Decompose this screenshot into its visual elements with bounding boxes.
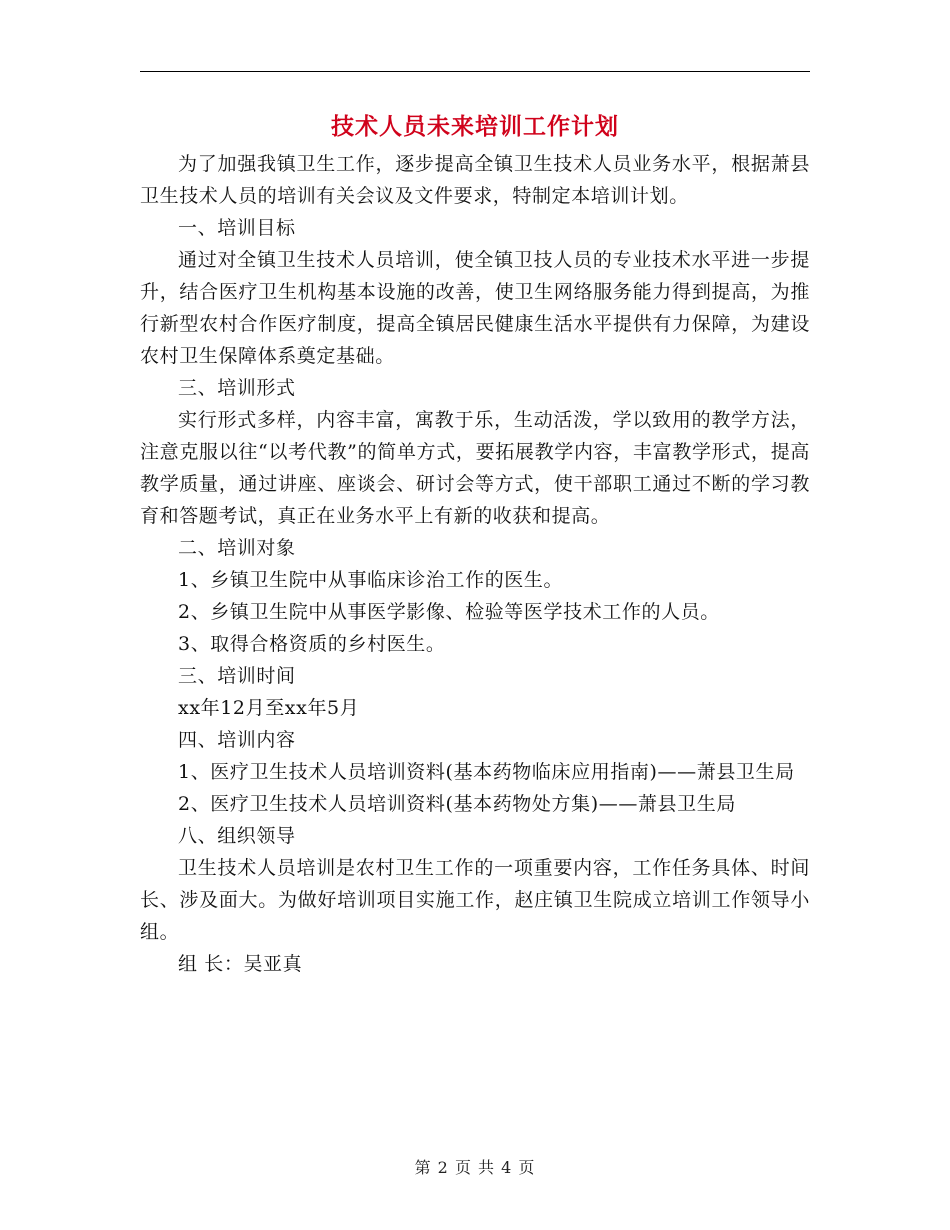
header-rule bbox=[140, 71, 810, 72]
section-heading-organization: 八、组织领导 bbox=[178, 825, 296, 847]
paragraph-time: xx年12月至xx年5月 bbox=[178, 697, 360, 719]
section-heading-time: 三、培训时间 bbox=[178, 665, 296, 687]
section-heading-goal: 一、培训目标 bbox=[178, 217, 296, 239]
document-title: 技术人员未来培训工作计划 bbox=[331, 113, 619, 140]
list-item-content-1: 1、医疗卫生技术人员培训资料(基本药物临床应用指南)——萧县卫生局 bbox=[178, 761, 795, 783]
document-body bbox=[140, 148, 810, 980]
section-heading-audience: 二、培训对象 bbox=[178, 537, 296, 559]
paragraph-organization: 卫生技术人员培训是农村卫生工作的一项重要内容，工作任务具体、时间长、涉及面大。为做好培训项目实施工作，赵庄镇卫生院成立培训工作领导小组。 bbox=[140, 857, 810, 943]
list-item-audience-1: 1、乡镇卫生院中从事临床诊治工作的医生。 bbox=[178, 569, 564, 591]
paragraph-goal: 通过对全镇卫生技术人员培训，使全镇卫技人员的专业技术水平进一步提升，结合医疗卫生机构基本设施的改善，使卫生网络服务能力得到提高，为推行新型农村合作医疗制度，提高全镇居民健康生活水平提供有力保障，为建设农村卫生保障体系奠定基础。 bbox=[140, 249, 810, 367]
paragraph-team-leader: 组 长：吴亚真 bbox=[178, 953, 303, 975]
list-item-audience-3: 3、取得合格资质的乡村医生。 bbox=[178, 633, 446, 655]
list-item-content-2: 2、医疗卫生技术人员培训资料(基本药物处方集)——萧县卫生局 bbox=[178, 793, 736, 815]
paragraph-format: 实行形式多样，内容丰富，寓教于乐，生动活泼，学以致用的教学方法，注意克服以往“以考代教”的简单方式，要拓展教学内容，丰富教学形式，提高教学质量，通过讲座、座谈会、研讨会等方式，使干部职工通过不断的学习教育和答题考试，真正在业务水平上有新的收获和提高。 bbox=[140, 409, 810, 527]
section-heading-format: 三、培训形式 bbox=[178, 377, 296, 399]
list-item-audience-2: 2、乡镇卫生院中从事医学影像、检验等医学技术工作的人员。 bbox=[178, 601, 720, 623]
page-number-footer: 第 2 页 共 4 页 bbox=[414, 1158, 536, 1177]
section-heading-content: 四、培训内容 bbox=[178, 729, 296, 751]
paragraph-intro: 为了加强我镇卫生工作，逐步提高全镇卫生技术人员业务水平，根据萧县卫生技术人员的培训有关会议及文件要求，特制定本培训计划。 bbox=[140, 153, 810, 207]
